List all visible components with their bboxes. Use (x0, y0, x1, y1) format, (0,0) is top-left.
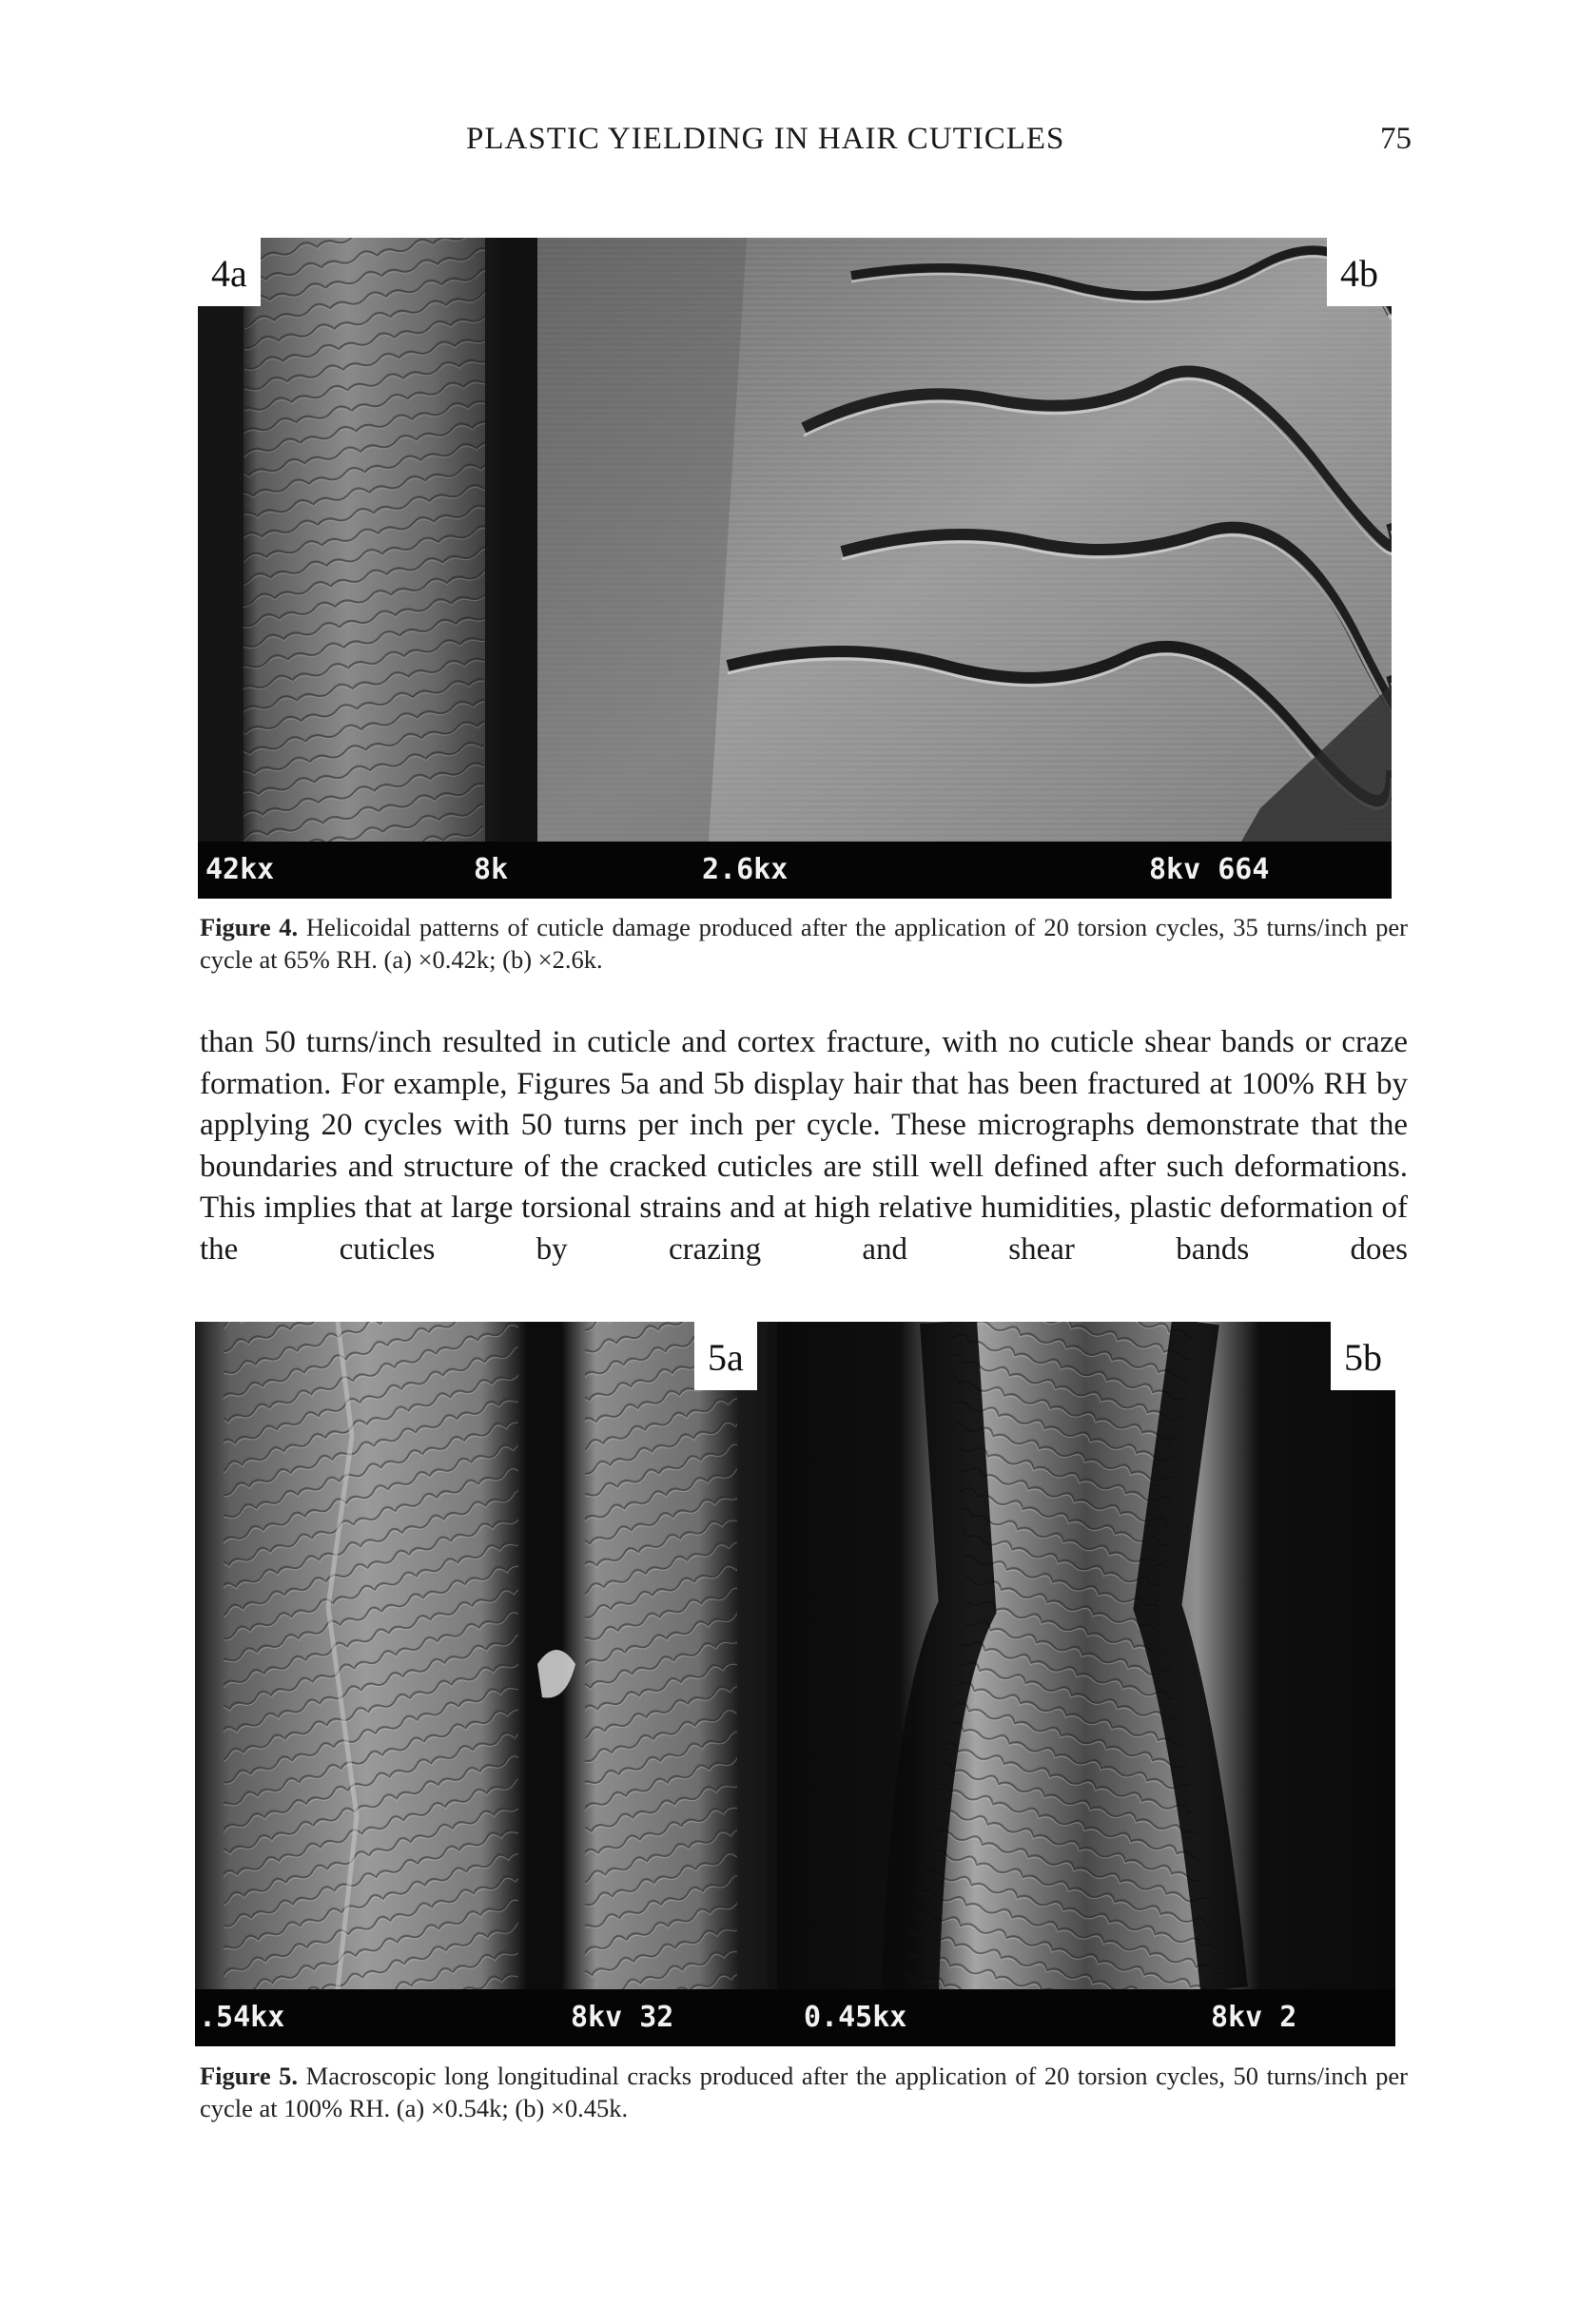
figure-4-caption (200, 911, 1408, 976)
panel-label-4a: 4a (198, 238, 261, 306)
scale-readout-4b-left: 2.6kx (702, 853, 789, 886)
figure-5-plate (195, 1322, 1395, 2046)
micrograph-4a (198, 238, 531, 842)
page-number: 75 (1380, 122, 1412, 156)
scale-readout-5a-left: .54kx (199, 2001, 285, 2034)
panel-label-4b: 4b (1327, 238, 1392, 306)
figure-4-caption-text: Helicoidal patterns of cuticle damage produced after the application of 20 torsion cycles, 35 turns/inch per cycle at 65% RH. (a) ×0.42k; (b) ×2.6k. (200, 913, 1408, 974)
panel-label-5a: 5a (694, 1322, 757, 1390)
figure-4-plate (198, 238, 1392, 899)
scale-readout-4a-right: 8k (474, 853, 509, 886)
scale-readout-5b-right: 8kv 2 (1211, 2001, 1297, 2034)
scale-readout-4b-right: 8kv 664 (1149, 853, 1270, 886)
running-title: PLASTIC YIELDING IN HAIR CUTICLES (466, 122, 1065, 156)
figure-5-caption-text: Macroscopic long longitudinal cracks produced after the application of 20 torsion cycles, 50 turns/inch per cycle at 100% RH. (a) ×0.54k; (b) ×0.45k. (200, 2062, 1408, 2122)
scale-readout-5b-left: 0.45kx (804, 2001, 907, 2034)
figure-5-caption (200, 2060, 1408, 2124)
figure-5-scale-bar (195, 1989, 1395, 2046)
figure-5-caption-label: Figure 5. (200, 2062, 299, 2090)
scale-readout-5a-right: 8kv 32 (571, 2001, 674, 2034)
micrograph-5a (195, 1322, 768, 1989)
micrograph-5b (777, 1322, 1395, 1989)
running-head (0, 122, 1578, 179)
scale-readout-4a-left: 42kx (205, 853, 275, 886)
figure-4-scale-bar (198, 842, 1392, 899)
body-paragraph: than 50 turns/inch resulted in cuticle and cortex fracture, with no cuticle shear bands or craze formation. For example, Figures 5a and 5b display hair that has been fractured at 100% RH by applying 20 cycles with 50 turns per inch per cycle. These micrographs demonstrate that the boundaries and structure of the cracked cuticles are still well defined after such deformations. This implies that at large torsional strains and at high relative humidities, plastic deformation of the cuticles by crazing and shear bands does (200, 1025, 1408, 1267)
panel-label-5b: 5b (1331, 1322, 1395, 1390)
figure-4-caption-label: Figure 4. (200, 913, 299, 941)
micrograph-4b (537, 238, 1392, 842)
